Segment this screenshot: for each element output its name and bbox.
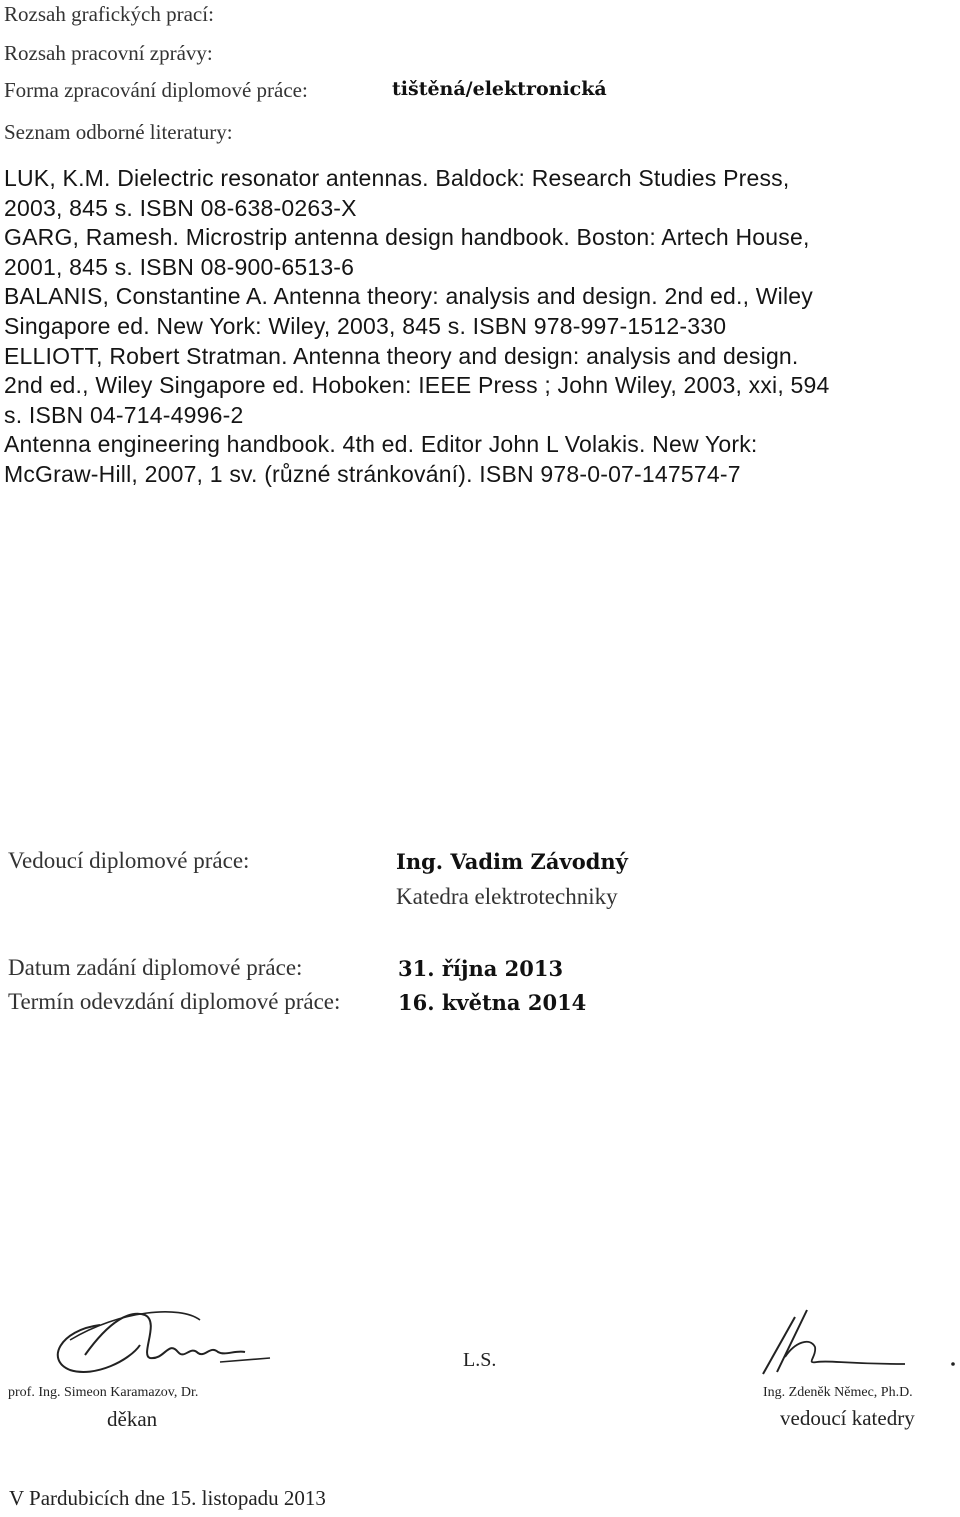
literature-line: 2nd ed., Wiley Singapore ed. Hoboken: IEEE Press ; John Wiley, 2003, xxi, 594	[4, 372, 830, 399]
dean-role: děkan	[107, 1407, 158, 1431]
head-name: Ing. Zdeněk Němec, Ph.D.	[763, 1385, 913, 1400]
literature-line: Antenna engineering handbook. 4th ed. Editor John L Volakis. New York:	[4, 431, 758, 458]
literature-line: 2001, 845 s. ISBN 08-900-6513-6	[4, 253, 355, 280]
literature-line: Singapore ed. New York: Wiley, 2003, 845 s. ISBN 978-997-1512-330	[4, 312, 727, 339]
literature-label: Seznam odborné literatury:	[4, 120, 233, 144]
graphics-scope-label: Rozsah grafických prací:	[4, 2, 214, 26]
form-value: tištěná/elektronická	[392, 78, 607, 100]
seal-label: L.S.	[463, 1349, 497, 1371]
form-label: Forma zpracování diplomové práce:	[4, 78, 308, 102]
dean-signature-icon	[40, 1300, 290, 1390]
dean-name: prof. Ing. Simeon Karamazov, Dr.	[8, 1385, 199, 1400]
deadline-label: Termín odevzdání diplomové práce:	[8, 989, 341, 1014]
literature-line: ELLIOTT, Robert Stratman. Antenna theory and design: analysis and design.	[4, 342, 799, 369]
report-scope-label: Rozsah pracovní zprávy:	[4, 41, 213, 65]
supervisor-department: Katedra elektrotechniky	[396, 884, 618, 909]
literature-list	[4, 164, 954, 490]
literature-line: GARG, Ramesh. Microstrip antenna design handbook. Boston: Artech House,	[4, 224, 810, 251]
head-role: vedoucí katedry	[780, 1406, 915, 1430]
literature-line: BALANIS, Constantine A. Antenna theory: analysis and design. 2nd ed., Wiley	[4, 283, 813, 310]
literature-line: 2003, 845 s. ISBN 08-638-0263-X	[4, 194, 357, 221]
supervisor-label: Vedoucí diplomové práce:	[8, 848, 250, 873]
literature-line: LUK, K.M. Dielectric resonator antennas. Baldock: Research Studies Press,	[4, 165, 790, 191]
supervisor-name: Ing. Vadim Závodný	[396, 849, 628, 874]
assignment-date-label: Datum zadání diplomové práce:	[8, 955, 303, 980]
assignment-date-value: 31. října 2013	[398, 956, 564, 981]
head-signature-icon	[755, 1302, 960, 1382]
literature-line: s. ISBN 04-714-4996-2	[4, 401, 244, 428]
literature-line: McGraw-Hill, 2007, 1 sv. (různé stránkování). ISBN 978-0-07-147574-7	[4, 460, 741, 487]
deadline-value: 16. května 2014	[398, 990, 587, 1015]
place-date: V Pardubicích dne 15. listopadu 2013	[9, 1486, 326, 1510]
